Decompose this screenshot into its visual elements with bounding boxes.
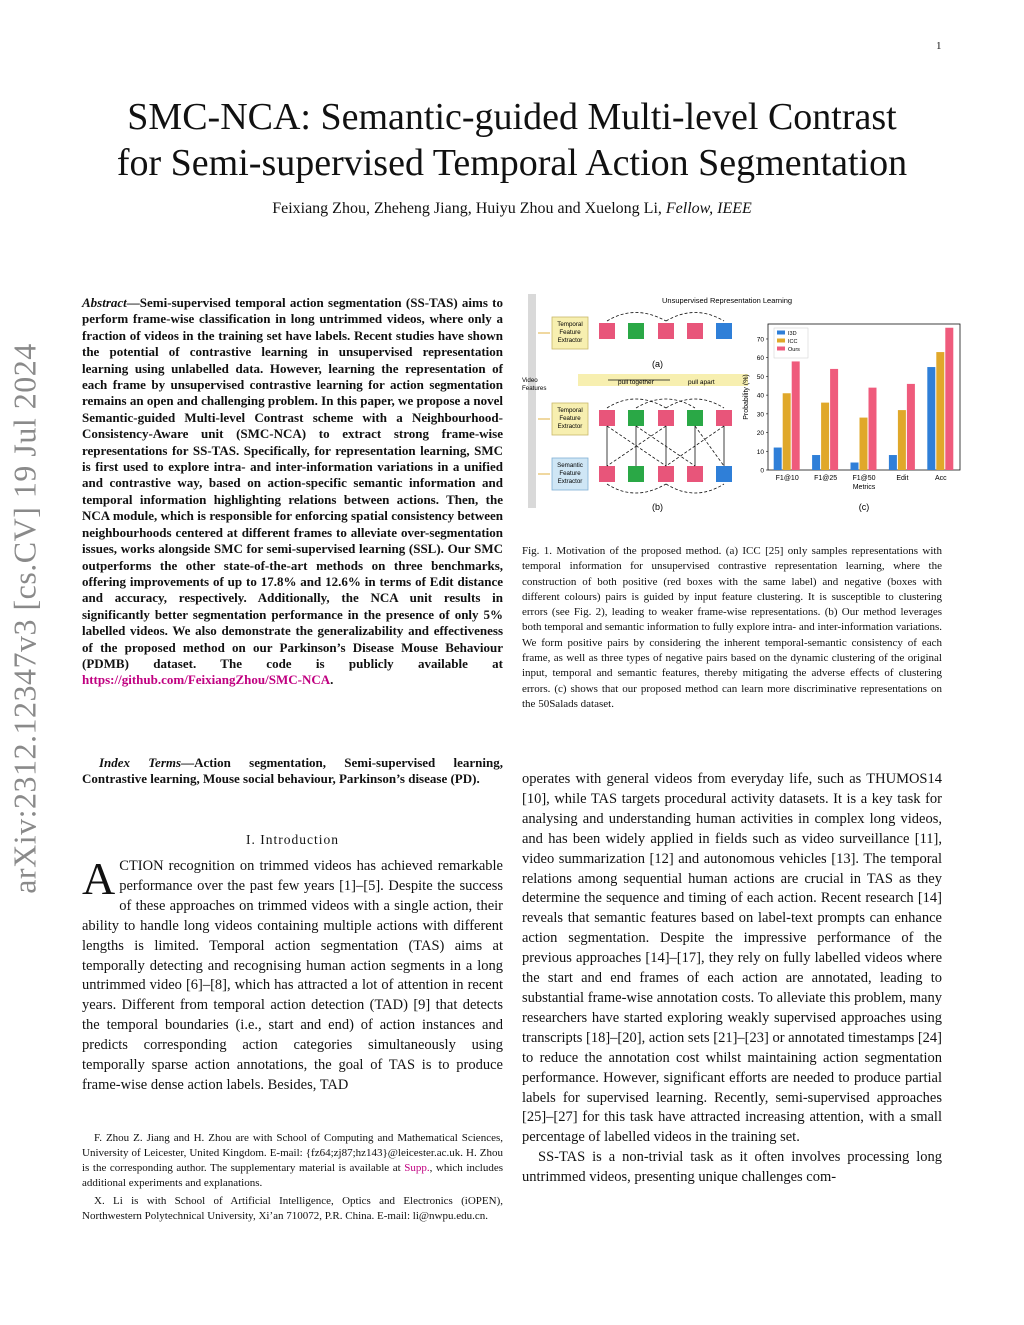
chart-x-axis-label: Metrics <box>852 484 876 491</box>
panel-a-label: (a) <box>652 359 663 369</box>
feature-boxes-row-a <box>599 313 732 340</box>
figure-side-strip <box>528 294 536 508</box>
temporal-extractor-b <box>552 403 588 435</box>
extractor-label: Feature <box>559 415 581 422</box>
code-link[interactable]: https://github.com/FeixiangZhou/SMC-NCA <box>82 672 331 688</box>
bar-ours-f1-10 <box>792 361 800 470</box>
y-tick-label: 20 <box>756 430 764 438</box>
pull-apart-label: pull apart <box>688 379 715 386</box>
page-number: 1 <box>936 40 942 52</box>
bar-ours-edit <box>907 384 915 470</box>
right-paragraph-2: SS-TAS is a non-trivial task as it often involves processing long untrimmed videos, presenting unique challenges com- <box>522 1149 942 1186</box>
bar-icc-acc <box>936 352 944 470</box>
y-tick-label: 40 <box>756 392 764 400</box>
bar-chart <box>743 324 960 512</box>
index-terms-label: Index Terms <box>99 755 182 770</box>
author-list <box>60 200 964 218</box>
figure-caption: Fig. 1. Motivation of the proposed method. (a) ICC [25] only samples representations with temporal information for unsupervised contrastive representation learning, where the construction of both positive (red boxes with the same label) and negative (boxes with different colours) pairs is guided by input feature clustering. It is susceptible to clustering errors (see Fig. 2), leading to weaker frame-wise representations. (b) Our method leverages both temporal and semantic information to fully explore intra- and inter-information variations. We form positive pairs by considering the inherent temporal-semantic consistency of each frame, as well as three types of negative pairs based on the dynamic clustering of the original input, temporal and semantic features, thereby mitigating the adverse effects of clustering errors. (c) shows that our proposed method can learn more discriminative representations on the 50Salads dataset. <box>522 545 942 710</box>
abstract-body: Semi-supervised temporal action segmentation (SS-TAS) aims to perform frame-wise classification in long untrimmed videos, where only a fraction of videos in the training set have labels. Recent studies have shown the potential of contrastive learning in unsupervised representation learning using unlabelled data. However, learning the representation of each frame by unsupervised contrastive learning for action segmentation remains an open and challenging problem. In this paper, we propose a novel Semantic-guided Multi-level Contrast scheme with a Neighbourhood-Consistency-Aware unit (SMC-NCA) to extract strong frame-wise representations for SS-TAS. Specifically, for representation learning, SMC is first used to explore intra- and inter-information variations in a unified and contrastive way, based on action-specific semantic information and temporal information highlighting relations between actions. Then, the NCA module, which is responsible for enforcing spatial consistency between neighbourhoods centered at different frames to alleviate over-segmentation issues, works alongside SMC for semi-supervised learning (SSL). Our SMC outperforms the other state-of-the-art methods on three benchmarks, offering improvements of up to 17.8% and 12.6% in terms of Edit distance and accuracy, respectively. Additionally, the NCA unit results in significantly better segmentation performance in the presence of only 5% labelled videos. We also demonstrate the generalizability and effectiveness of the proposed method on our Parkinson’s Disease Mouse Behaviour (PDMB) dataset. The code is publicly available at <box>82 295 503 671</box>
panel-a-title: Unsupervised Representation Learning <box>662 296 793 305</box>
panel-b-label: (b) <box>652 502 663 512</box>
paper-title <box>60 94 964 186</box>
right-column-text <box>522 770 942 1188</box>
legend-label: Ours <box>788 347 800 353</box>
bar-i3d-acc <box>927 367 935 470</box>
supplementary-link[interactable]: Supp. <box>404 1162 430 1174</box>
chart-y-axis-label: Probability (%) <box>743 374 750 420</box>
bar-ours-f1-50 <box>869 388 877 470</box>
footnote-1-end: , which includes additional experiments and explanations. <box>82 1162 504 1189</box>
legend-swatch <box>777 339 785 343</box>
bar-i3d-f1-10 <box>774 448 782 470</box>
x-tick-label: Acc <box>934 475 947 482</box>
y-tick-label: 30 <box>756 411 764 419</box>
feature-boxes-row-b <box>599 410 732 426</box>
section-heading-introduction: I. Introduction <box>246 832 339 847</box>
footnotes <box>82 1131 503 1227</box>
video-features-label: Video <box>522 377 538 384</box>
y-tick-label: 50 <box>756 373 764 381</box>
bar-ours-f1-25 <box>830 369 838 470</box>
extractor-label: Feature <box>559 329 581 336</box>
legend-swatch <box>777 347 785 351</box>
y-tick-label: 0 <box>760 467 764 475</box>
extractor-label: Extractor <box>557 478 583 485</box>
semantic-extractor <box>552 458 588 490</box>
drop-cap: A <box>82 853 116 904</box>
index-terms: Index Terms—Action segmentation, Semi-supervised learning, Contrastive learning, Mouse social behaviour, Parkinson’s disease (PD). <box>82 755 503 787</box>
pull-together-label: pull together <box>618 379 654 386</box>
footnote-1-text: F. Zhou Z. Jiang and H. Zhou are with School of Computing and Mathematical Sciences, University of Leicester, United Kingdom. E-mail: {fz64;zj87;hz143}@leicester.ac.uk. H. Zhou is the corresponding author. The supplementary material is available at <box>82 1132 503 1174</box>
bar-i3d-f1-25 <box>812 455 820 470</box>
x-tick-label: F1@25 <box>814 475 838 482</box>
y-tick-label: 10 <box>756 448 764 456</box>
y-tick-label: 70 <box>756 336 764 344</box>
temporal-extractor-a <box>552 317 588 349</box>
footnote-affiliation-1 <box>82 1131 503 1191</box>
footnote-affiliation-2: X. Li is with School of Artificial Intelligence, Optics and Electronics (iOPEN), Northwestern Polytechnical University, Xi’an 710072, P.R. China. E-mail: li@nwpu.edu.cn. <box>82 1195 503 1222</box>
extractor-label: Temporal <box>557 321 583 328</box>
right-paragraph-1: operates with general videos from everyday life, such as THUMOS14 [10], while TAS targets procedural activity datasets. It is a key task for analysing and understanding human activities in complex long videos, and has been widely applied in fields such as video surveillance [11], video summarization [12] and autonomous vehicles [13]. The temporal relations among sequential human actions are crucial in TAS as they determine the sequence and timing of each action. Recent research [14] reveals that semantic features based on label-text prompts can enhance action segmentation. Despite the impressive performance of the previous approaches [14]–[17], they rely on fully labelled videos where the start and end frames of each action are annotated, leading to substantial frame-wise annotation costs. To alleviate this problem, many researchers have started exploring weakly supervised approaches using transcripts [18]–[20], action sets [21]–[23] or annotated timestamps [24] to reduce the annotation cost whilst maintaining action segmentation performance. However, significant efforts are needed to produce partial labels for supervised learning. Recently, semi-supervised approaches [25]–[27] for this task have attracted increasing attention, with a small percentage of labelled videos in the training set. <box>522 771 942 1146</box>
extractor-label: Semantic <box>557 462 583 469</box>
extractor-label: Temporal <box>557 407 583 414</box>
x-tick-label: Edit <box>896 475 909 482</box>
index-terms-body: Action segmentation, Semi-supervised learning, Contrastive learning, Mouse social behaviour, Parkinson’s disease (PD). <box>82 755 503 787</box>
legend-swatch <box>777 331 785 335</box>
bar-icc-f1-10 <box>783 393 791 470</box>
introduction-paragraph <box>82 853 503 1096</box>
video-features-label: Features <box>522 385 547 392</box>
arxiv-identifier: arXiv:2312.12347v3 [cs.CV] 19 Jul 2024 <box>6 343 43 894</box>
bar-icc-f1-25 <box>821 403 829 470</box>
feature-boxes-row-c <box>599 466 732 482</box>
bar-i3d-edit <box>889 455 897 470</box>
author-fellow: Fellow, IEEE <box>665 200 752 217</box>
extractor-label: Extractor <box>557 423 583 430</box>
author-names: Feixiang Zhou, Zheheng Jiang, Huiyu Zhou and Xuelong Li, <box>272 200 662 217</box>
bar-i3d-f1-50 <box>851 463 859 470</box>
panel-c-label: (c) <box>858 502 870 512</box>
x-tick-label: F1@10 <box>775 475 799 482</box>
extractor-label: Extractor <box>557 337 583 344</box>
title-line-1: SMC-NCA: Semantic-guided Multi-level Contrast <box>127 96 897 138</box>
legend-label: I3D <box>788 331 797 337</box>
bar-icc-edit <box>898 410 906 470</box>
figure-1 <box>520 290 970 518</box>
legend-label: ICC <box>788 339 798 345</box>
bar-icc-f1-50 <box>860 418 868 470</box>
bar-ours-acc <box>945 328 953 470</box>
x-tick-label: F1@50 <box>852 475 876 482</box>
y-tick-label: 60 <box>756 355 764 363</box>
intro-text: CTION recognition on trimmed videos has achieved remarkable performance over the past few years [1]–[5]. Despite the success of these approaches on trimmed videos with a single action, their ability to handle long videos containing multiple actions with different lengths is limited. Temporal action segmentation (TAS) aims at temporally detecting and recognising human action segments in a long untrimmed video [6]–[8], which has attracted a lot of attention in recent years. Different from temporal action detection (TAD) [9] that detects the temporal boundaries (i.e., start and end) of action instances and predicts corresponding action categories simultaneously using temporally sparse action annotations, the goal of TAS is to produce frame-wise dense action labels. Besides, TAD <box>82 858 503 1093</box>
abstract-label: Abstract <box>82 295 127 310</box>
abstract-end: . <box>330 672 334 688</box>
extractor-label: Feature <box>559 470 581 477</box>
title-line-2: for Semi-supervised Temporal Action Segmentation <box>116 142 908 184</box>
abstract: Abstract—Semi-supervised temporal action segmentation (SS-TAS) aims to perform frame-wise classification in long untrimmed videos, where only a fraction of videos in the training set have labels. Recent studies have shown the potential of contrastive learning in unsupervised representation learning using unlabelled data. However, learning the representation of each frame by unsupervised contrastive learning for action segmentation remains an open and challenging problem. In this paper, we propose a novel Semantic-guided Multi-level Contrast scheme with a Neighbourhood-Consistency-Aware unit (SMC-NCA) to extract strong frame-wise representations for SS-TAS. Specifically, for representation learning, SMC is first used to explore intra- and inter-information variations in a unified and contrastive way, based on action-specific semantic information and temporal information highlighting relations between actions. Then, the NCA module, which is responsible for enforcing spatial consistency between neighbourhoods centered at different frames to alleviate over-segmentation issues, works alongside SMC for semi-supervised learning (SSL). Our SMC outperforms the other state-of-the-art methods on three benchmarks, offering improvements of up to 17.8% and 12.6% in terms of Edit distance and accuracy, respectively. Additionally, the NCA unit results in significantly better segmentation performance in the presence of only 5% labelled videos. We also demonstrate the generalizability and effectiveness of the proposed method on our Parkinson’s Disease Mouse Behaviour (PDMB) dataset. The code is publicly available at https://github.com/FeixiangZhou/SMC-NCA. <box>82 295 503 688</box>
